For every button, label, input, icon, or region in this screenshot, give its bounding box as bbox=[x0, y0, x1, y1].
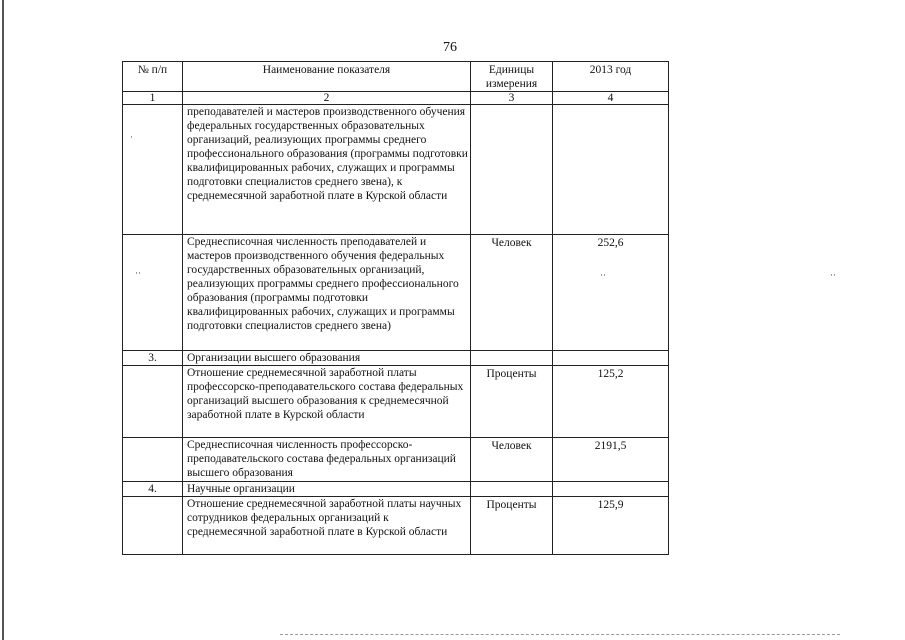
scan-speck: ·· bbox=[830, 270, 836, 280]
section-title: Научные организации bbox=[183, 482, 471, 497]
row-number bbox=[123, 438, 183, 482]
table-section-row bbox=[123, 351, 669, 366]
header-number: № п/п bbox=[123, 62, 183, 92]
row-indicator-name: Среднесписочная численность профессорско-преподавательского состава федеральных организаций высшего образования bbox=[183, 438, 471, 482]
row-value bbox=[553, 105, 669, 235]
row-indicator-name: преподавателей и мастеров производственного обучения федеральных государственных образовательных организаций, реализующих программы среднего профессионального образования (программы подготовки квалифицированных рабочих, служащих и программы подготовки специалистов среднего звена), к среднемесячной заработной плате в Курской области bbox=[183, 105, 471, 235]
section-number: 4. bbox=[123, 482, 183, 497]
row-number bbox=[123, 497, 183, 555]
section-title: Организации высшего образования bbox=[183, 351, 471, 366]
row-unit: Проценты bbox=[471, 497, 553, 555]
row-value: 2191,5 bbox=[553, 438, 669, 482]
table-row bbox=[123, 497, 669, 555]
row-indicator-name: Среднесписочная численность преподавателей и мастеров производственного обучения федеральных государственных образовательных организаций, реализующих программы среднего профессионального образования (программы подготовки квалифицированных рабочих, служащих и программы подготовки специалистов среднего звена) bbox=[183, 235, 471, 351]
row-number bbox=[123, 105, 183, 235]
row-indicator-name: Отношение среднемесячной заработной платы научных сотрудников федеральных организаций к среднемесячной заработной плате в Курской области bbox=[183, 497, 471, 555]
row-unit: Человек bbox=[471, 438, 553, 482]
row-number bbox=[123, 366, 183, 438]
row-unit bbox=[471, 105, 553, 235]
table-row bbox=[123, 438, 669, 482]
row-number bbox=[123, 235, 183, 351]
scan-speck: ·· bbox=[135, 268, 141, 278]
header-unit: Единицы измерения bbox=[471, 62, 553, 92]
row-unit bbox=[471, 351, 553, 366]
page-number: 76 bbox=[443, 40, 457, 55]
header-year: 2013 год bbox=[553, 62, 669, 92]
section-number: 3. bbox=[123, 351, 183, 366]
header-indicator-name: Наименование показателя bbox=[183, 62, 471, 92]
row-unit: Человек bbox=[471, 235, 553, 351]
table-header-row bbox=[123, 62, 669, 92]
indicator-table bbox=[122, 61, 669, 555]
row-unit bbox=[471, 482, 553, 497]
row-value bbox=[553, 351, 669, 366]
scan-speck: · bbox=[130, 132, 133, 142]
table-index-row bbox=[123, 92, 669, 105]
row-indicator-name: Отношение среднемесячной заработной платы профессорско-преподавательского состава федеральных организаций высшего образования к среднемесячной заработной плате в Курской области bbox=[183, 366, 471, 438]
index-cell: 2 bbox=[183, 92, 471, 105]
row-value bbox=[553, 482, 669, 497]
table-section-row bbox=[123, 482, 669, 497]
row-value: 252,6 bbox=[553, 235, 669, 351]
scan-left-edge bbox=[2, 0, 4, 640]
index-cell: 4 bbox=[553, 92, 669, 105]
table-row bbox=[123, 105, 669, 235]
scan-bottom-noise bbox=[280, 634, 840, 635]
row-value: 125,9 bbox=[553, 497, 669, 555]
table-row bbox=[123, 235, 669, 351]
index-cell: 3 bbox=[471, 92, 553, 105]
index-cell: 1 bbox=[123, 92, 183, 105]
row-value: 125,2 bbox=[553, 366, 669, 438]
row-unit: Проценты bbox=[471, 366, 553, 438]
scan-speck: ·· bbox=[600, 270, 606, 280]
table-row bbox=[123, 366, 669, 438]
